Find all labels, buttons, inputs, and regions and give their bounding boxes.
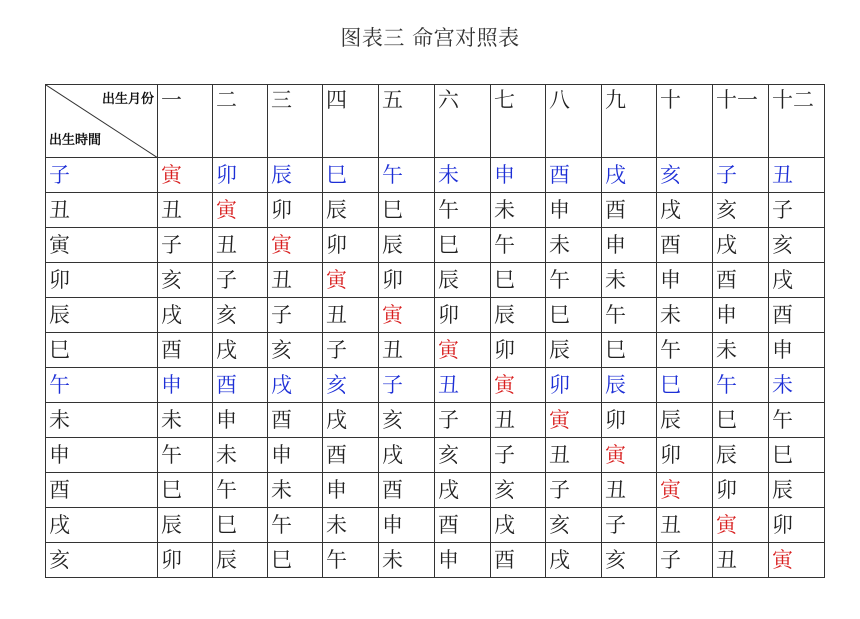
month-header-11: 十一 [713, 85, 769, 158]
hour-label: 辰 [46, 298, 158, 333]
branch-cell: 未 [268, 473, 323, 508]
branch-cell: 申 [713, 298, 769, 333]
branch-cell: 未 [713, 333, 769, 368]
branch-cell: 巳 [657, 368, 713, 403]
branch-cell: 午 [713, 368, 769, 403]
branch-cell: 子 [323, 333, 379, 368]
table-row [46, 368, 825, 403]
branch-cell: 辰 [546, 333, 602, 368]
branch-cell: 辰 [158, 508, 213, 543]
hour-label: 未 [46, 403, 158, 438]
branch-cell: 午 [491, 228, 546, 263]
branch-cell: 亥 [769, 228, 825, 263]
hour-label: 亥 [46, 543, 158, 578]
branch-cell: 巳 [435, 228, 491, 263]
month-header-4: 四 [323, 85, 379, 158]
branch-cell: 子 [602, 508, 657, 543]
branch-cell: 未 [323, 508, 379, 543]
branch-cell: 申 [657, 263, 713, 298]
branch-cell: 辰 [657, 403, 713, 438]
branch-cell: 亥 [435, 438, 491, 473]
branch-cell: 未 [435, 158, 491, 193]
branch-cell: 丑 [769, 158, 825, 193]
branch-cell: 戌 [268, 368, 323, 403]
branch-cell: 午 [158, 438, 213, 473]
branch-cell: 酉 [769, 298, 825, 333]
branch-cell: 子 [379, 368, 435, 403]
hour-label: 卯 [46, 263, 158, 298]
branch-cell: 戌 [657, 193, 713, 228]
branch-cell: 亥 [657, 158, 713, 193]
branch-cell: 巳 [491, 263, 546, 298]
branch-cell: 酉 [268, 403, 323, 438]
branch-cell: 戌 [713, 228, 769, 263]
branch-cell: 辰 [435, 263, 491, 298]
branch-cell: 卯 [213, 158, 268, 193]
hour-label: 寅 [46, 228, 158, 263]
branch-cell: 戌 [213, 333, 268, 368]
branch-cell: 亥 [323, 368, 379, 403]
hour-label: 子 [46, 158, 158, 193]
branch-cell: 寅 [602, 438, 657, 473]
branch-cell: 寅 [435, 333, 491, 368]
branch-cell: 未 [379, 543, 435, 578]
branch-cell: 丑 [213, 228, 268, 263]
branch-cell: 卯 [713, 473, 769, 508]
branch-cell: 亥 [213, 298, 268, 333]
branch-cell: 巳 [602, 333, 657, 368]
branch-cell: 卯 [602, 403, 657, 438]
branch-cell: 酉 [435, 508, 491, 543]
month-header-1: 一 [158, 85, 213, 158]
branch-cell: 巳 [323, 158, 379, 193]
branch-cell: 申 [602, 228, 657, 263]
branch-cell: 寅 [268, 228, 323, 263]
branch-cell: 午 [657, 333, 713, 368]
branch-cell: 子 [268, 298, 323, 333]
branch-cell: 酉 [379, 473, 435, 508]
branch-cell: 子 [158, 228, 213, 263]
branch-cell: 戌 [323, 403, 379, 438]
branch-cell: 申 [268, 438, 323, 473]
branch-cell: 酉 [491, 543, 546, 578]
branch-cell: 午 [602, 298, 657, 333]
branch-cell: 未 [546, 228, 602, 263]
branch-cell: 子 [491, 438, 546, 473]
branch-cell: 午 [213, 473, 268, 508]
header-row [46, 85, 825, 158]
hour-label: 酉 [46, 473, 158, 508]
branch-cell: 酉 [323, 438, 379, 473]
branch-cell: 子 [657, 543, 713, 578]
branch-cell: 辰 [379, 228, 435, 263]
branch-cell: 丑 [379, 333, 435, 368]
month-header-10: 十 [657, 85, 713, 158]
branch-cell: 丑 [546, 438, 602, 473]
branch-cell: 戌 [158, 298, 213, 333]
branch-cell: 卯 [323, 228, 379, 263]
table-row [46, 403, 825, 438]
page-title: 图表三 命宫对照表 [340, 26, 520, 50]
branch-cell: 午 [268, 508, 323, 543]
ming-gong-table [45, 84, 825, 578]
branch-cell: 午 [769, 403, 825, 438]
branch-cell: 寅 [769, 543, 825, 578]
month-header-9: 九 [602, 85, 657, 158]
branch-cell: 子 [435, 403, 491, 438]
hour-label: 申 [46, 438, 158, 473]
branch-cell: 卯 [268, 193, 323, 228]
branch-cell: 巳 [379, 193, 435, 228]
branch-cell: 卯 [657, 438, 713, 473]
branch-cell: 辰 [213, 543, 268, 578]
table-row [46, 298, 825, 333]
branch-cell: 丑 [268, 263, 323, 298]
branch-cell: 寅 [713, 508, 769, 543]
month-header-6: 六 [435, 85, 491, 158]
branch-cell: 辰 [268, 158, 323, 193]
branch-cell: 辰 [713, 438, 769, 473]
month-header-2: 二 [213, 85, 268, 158]
branch-cell: 酉 [158, 333, 213, 368]
branch-cell: 寅 [491, 368, 546, 403]
branch-cell: 酉 [213, 368, 268, 403]
branch-cell: 巳 [769, 438, 825, 473]
branch-cell: 丑 [323, 298, 379, 333]
branch-cell: 亥 [713, 193, 769, 228]
branch-cell: 亥 [491, 473, 546, 508]
branch-cell: 午 [379, 158, 435, 193]
branch-cell: 申 [769, 333, 825, 368]
branch-cell: 寅 [379, 298, 435, 333]
branch-cell: 亥 [379, 403, 435, 438]
month-header-12: 十二 [769, 85, 825, 158]
branch-cell: 戌 [435, 473, 491, 508]
table-row [46, 263, 825, 298]
table-row [46, 333, 825, 368]
branch-cell: 未 [657, 298, 713, 333]
branch-cell: 巳 [213, 508, 268, 543]
branch-cell: 亥 [268, 333, 323, 368]
month-header-3: 三 [268, 85, 323, 158]
table-row [46, 543, 825, 578]
branch-cell: 卯 [491, 333, 546, 368]
branch-cell: 寅 [657, 473, 713, 508]
branch-cell: 未 [158, 403, 213, 438]
table-row [46, 473, 825, 508]
branch-cell: 申 [546, 193, 602, 228]
branch-cell: 申 [379, 508, 435, 543]
branch-cell: 申 [435, 543, 491, 578]
branch-cell: 寅 [213, 193, 268, 228]
corner-label-hour: 出生時間 [49, 133, 102, 148]
branch-cell: 子 [769, 193, 825, 228]
branch-cell: 戌 [546, 543, 602, 578]
branch-cell: 丑 [491, 403, 546, 438]
branch-cell: 巳 [546, 298, 602, 333]
branch-cell: 午 [323, 543, 379, 578]
table-row [46, 158, 825, 193]
branch-cell: 未 [602, 263, 657, 298]
branch-cell: 申 [213, 403, 268, 438]
branch-cell: 寅 [323, 263, 379, 298]
branch-cell: 子 [546, 473, 602, 508]
branch-cell: 戌 [491, 508, 546, 543]
branch-cell: 卯 [158, 543, 213, 578]
month-header-7: 七 [491, 85, 546, 158]
branch-cell: 亥 [602, 543, 657, 578]
hour-label: 戌 [46, 508, 158, 543]
branch-cell: 辰 [323, 193, 379, 228]
corner-cell [46, 85, 158, 158]
branch-cell: 辰 [602, 368, 657, 403]
corner-label-month: 出生月份 [101, 92, 154, 107]
branch-cell: 辰 [491, 298, 546, 333]
branch-cell: 亥 [546, 508, 602, 543]
hour-label: 丑 [46, 193, 158, 228]
branch-cell: 巳 [268, 543, 323, 578]
branch-cell: 申 [158, 368, 213, 403]
branch-cell: 卯 [379, 263, 435, 298]
hour-label: 巳 [46, 333, 158, 368]
branch-cell: 巳 [158, 473, 213, 508]
month-header-8: 八 [546, 85, 602, 158]
branch-cell: 未 [769, 368, 825, 403]
branch-cell: 丑 [713, 543, 769, 578]
branch-cell: 酉 [713, 263, 769, 298]
branch-cell: 酉 [602, 193, 657, 228]
branch-cell: 辰 [769, 473, 825, 508]
branch-cell: 丑 [602, 473, 657, 508]
branch-cell: 寅 [158, 158, 213, 193]
branch-cell: 子 [213, 263, 268, 298]
branch-cell: 未 [491, 193, 546, 228]
month-header-5: 五 [379, 85, 435, 158]
branch-cell: 酉 [546, 158, 602, 193]
branch-cell: 卯 [435, 298, 491, 333]
branch-cell: 寅 [546, 403, 602, 438]
branch-cell: 丑 [158, 193, 213, 228]
table-row [46, 508, 825, 543]
branch-cell: 戌 [602, 158, 657, 193]
branch-cell: 戌 [379, 438, 435, 473]
branch-cell: 午 [546, 263, 602, 298]
table-row [46, 438, 825, 473]
hour-label: 午 [46, 368, 158, 403]
table-row [46, 193, 825, 228]
branch-cell: 丑 [435, 368, 491, 403]
branch-cell: 亥 [158, 263, 213, 298]
branch-cell: 卯 [546, 368, 602, 403]
branch-cell: 戌 [769, 263, 825, 298]
branch-cell: 卯 [769, 508, 825, 543]
branch-cell: 酉 [657, 228, 713, 263]
branch-cell: 子 [713, 158, 769, 193]
branch-cell: 申 [491, 158, 546, 193]
table-row [46, 228, 825, 263]
branch-cell: 巳 [713, 403, 769, 438]
branch-cell: 午 [435, 193, 491, 228]
branch-cell: 丑 [657, 508, 713, 543]
branch-cell: 申 [323, 473, 379, 508]
branch-cell: 未 [213, 438, 268, 473]
